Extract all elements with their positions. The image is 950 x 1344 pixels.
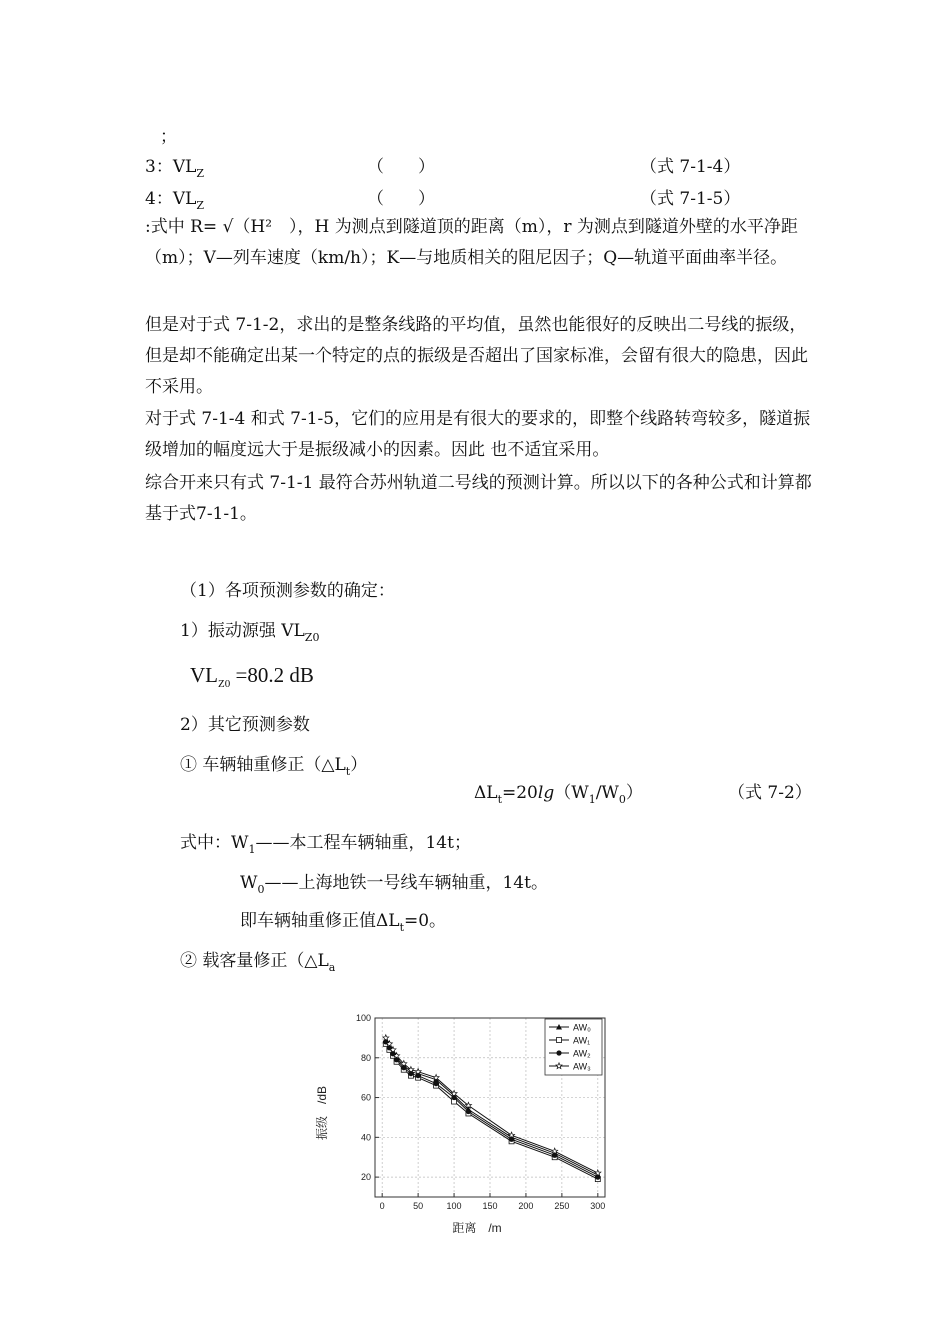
- chart-legend: [545, 1019, 602, 1075]
- equation-line-3: [145, 152, 815, 180]
- legend-label: AW₂: [573, 1048, 591, 1059]
- item-text: ① 车辆轴重修正（△L: [180, 755, 346, 775]
- y-tick-label: 80: [360, 1052, 371, 1063]
- formula-w1: （W: [554, 783, 589, 803]
- source-value-post: =80.2 dB: [230, 663, 314, 687]
- item-other-params: 2）其它预测参数: [180, 715, 310, 735]
- paragraph-1: 但是对于式 7-1-2，求出的是整条线路的平均值，虽然也能很好的反映出二号线的振级，但是却不能确定出某一个特定的点的振级是否超出了国家标准，会留有很大的隐患，因此不采用。: [145, 315, 808, 397]
- item-text: 1）振动源强 VL: [180, 621, 305, 641]
- vibration-chart: [310, 1005, 610, 1237]
- equation-ref: （式 7-1-4）: [640, 157, 741, 177]
- item-passenger-correction: [180, 946, 335, 974]
- formula-sub: t: [497, 793, 502, 806]
- equation-subscript: Z: [196, 199, 205, 212]
- equation-paren: （ ）: [367, 189, 435, 209]
- x-tick-label: 200: [518, 1201, 534, 1211]
- formula-w1-sub: 1: [588, 793, 596, 806]
- w1-text: ——本工程车辆轴重，14t；: [255, 833, 471, 853]
- x-tick-label: 50: [413, 1201, 424, 1211]
- top-mark: ；: [160, 127, 177, 147]
- y-tick-label: 100: [355, 1013, 371, 1023]
- data-point: [595, 1170, 601, 1176]
- y-axis-label: 振级 /dB: [315, 1085, 329, 1141]
- data-point: [383, 1035, 389, 1041]
- data-point: [552, 1148, 558, 1154]
- x-tick-label: 150: [482, 1201, 498, 1211]
- item-subscript: t: [345, 765, 351, 778]
- item-subscript: Z0: [304, 631, 320, 644]
- x-tick-label: 100: [446, 1201, 462, 1211]
- w0-text: ——上海地铁一号线车辆轴重，14t。: [264, 873, 548, 893]
- item-axle-correction: [180, 750, 367, 778]
- item-vibration-source: [180, 616, 319, 644]
- item-subscript: a: [328, 961, 336, 974]
- axle-formula: [474, 778, 643, 806]
- item-text-end: ）: [350, 755, 368, 775]
- formula-delta: ΔL: [474, 783, 498, 803]
- equation-label: 3：VL: [145, 157, 197, 177]
- data-point: [509, 1132, 515, 1138]
- correction-value: [240, 906, 446, 934]
- x-tick-label: 300: [590, 1201, 606, 1211]
- equation-line-4: [145, 184, 815, 212]
- formula-w0: /W: [595, 783, 619, 803]
- formula-lg: lg: [537, 783, 555, 803]
- equation-subscript: Z: [196, 167, 205, 180]
- correction-end: =0。: [404, 911, 447, 931]
- w0-definition: [240, 868, 548, 896]
- correction-sub: t: [399, 921, 404, 934]
- variable-note: :式中 R= √（H² ），H 为测点到隧道顶的距离（m），r 为测点到隧道外壁的水平净距（m）；V—列车速度（km/h）；K—与地质相关的阻尼因子；Q—轨道平面曲率半径。: [145, 217, 798, 268]
- y-tick-label: 40: [360, 1132, 371, 1143]
- x-tick-label: 0: [379, 1201, 385, 1211]
- data-point: [557, 1038, 562, 1043]
- legend-label: AW₀: [573, 1022, 591, 1033]
- legend-label: AW₃: [573, 1061, 591, 1072]
- legend-label: AW₁: [573, 1035, 591, 1046]
- item-text: ② 载客量修正（△L: [180, 951, 329, 971]
- source-value-pre: VL: [190, 663, 218, 687]
- w1-sub: 1: [248, 843, 256, 856]
- w0-label: W: [240, 873, 258, 893]
- data-point: [433, 1081, 438, 1086]
- data-point: [556, 1050, 561, 1055]
- y-tick-label: 60: [360, 1092, 371, 1103]
- paragraph-2: 对于式 7-1-4 和式 7-1-5，它们的应用是有很大的要求的，即整个线路转弯较多，隧道振级增加的幅度远大于是振级减小的因素。因此 也不适宜采用。: [145, 409, 811, 460]
- formula-eq: =20: [502, 783, 538, 803]
- data-point: [466, 1109, 471, 1114]
- formula-w0-sub: 0: [618, 793, 626, 806]
- x-axis-label: 距离 /m: [452, 1221, 502, 1235]
- paragraph-3: 综合开来只有式 7-1-1 最符合苏州轨道二号线的预测计算。所以以下的各种公式和计算都基于式7-1-1。: [145, 473, 812, 524]
- formula-end: ）: [625, 783, 643, 803]
- formula-ref: （式 7-2）: [728, 783, 812, 803]
- y-tick-label: 20: [360, 1172, 371, 1183]
- equation-label: 4：VL: [145, 189, 197, 209]
- equation-ref: （式 7-1-5）: [640, 189, 741, 209]
- x-tick-label: 250: [554, 1201, 570, 1211]
- w1-definition: [180, 828, 471, 856]
- w1-label: 式中：W: [180, 833, 249, 853]
- w0-sub: 0: [257, 883, 265, 896]
- section-heading: （1）各项预测参数的确定：: [180, 581, 395, 601]
- source-value: [190, 663, 314, 690]
- source-value-sub: Z0: [218, 678, 231, 690]
- correction-text: 即车辆轴重修正值ΔL: [240, 911, 400, 931]
- equation-paren: （ ）: [367, 157, 435, 177]
